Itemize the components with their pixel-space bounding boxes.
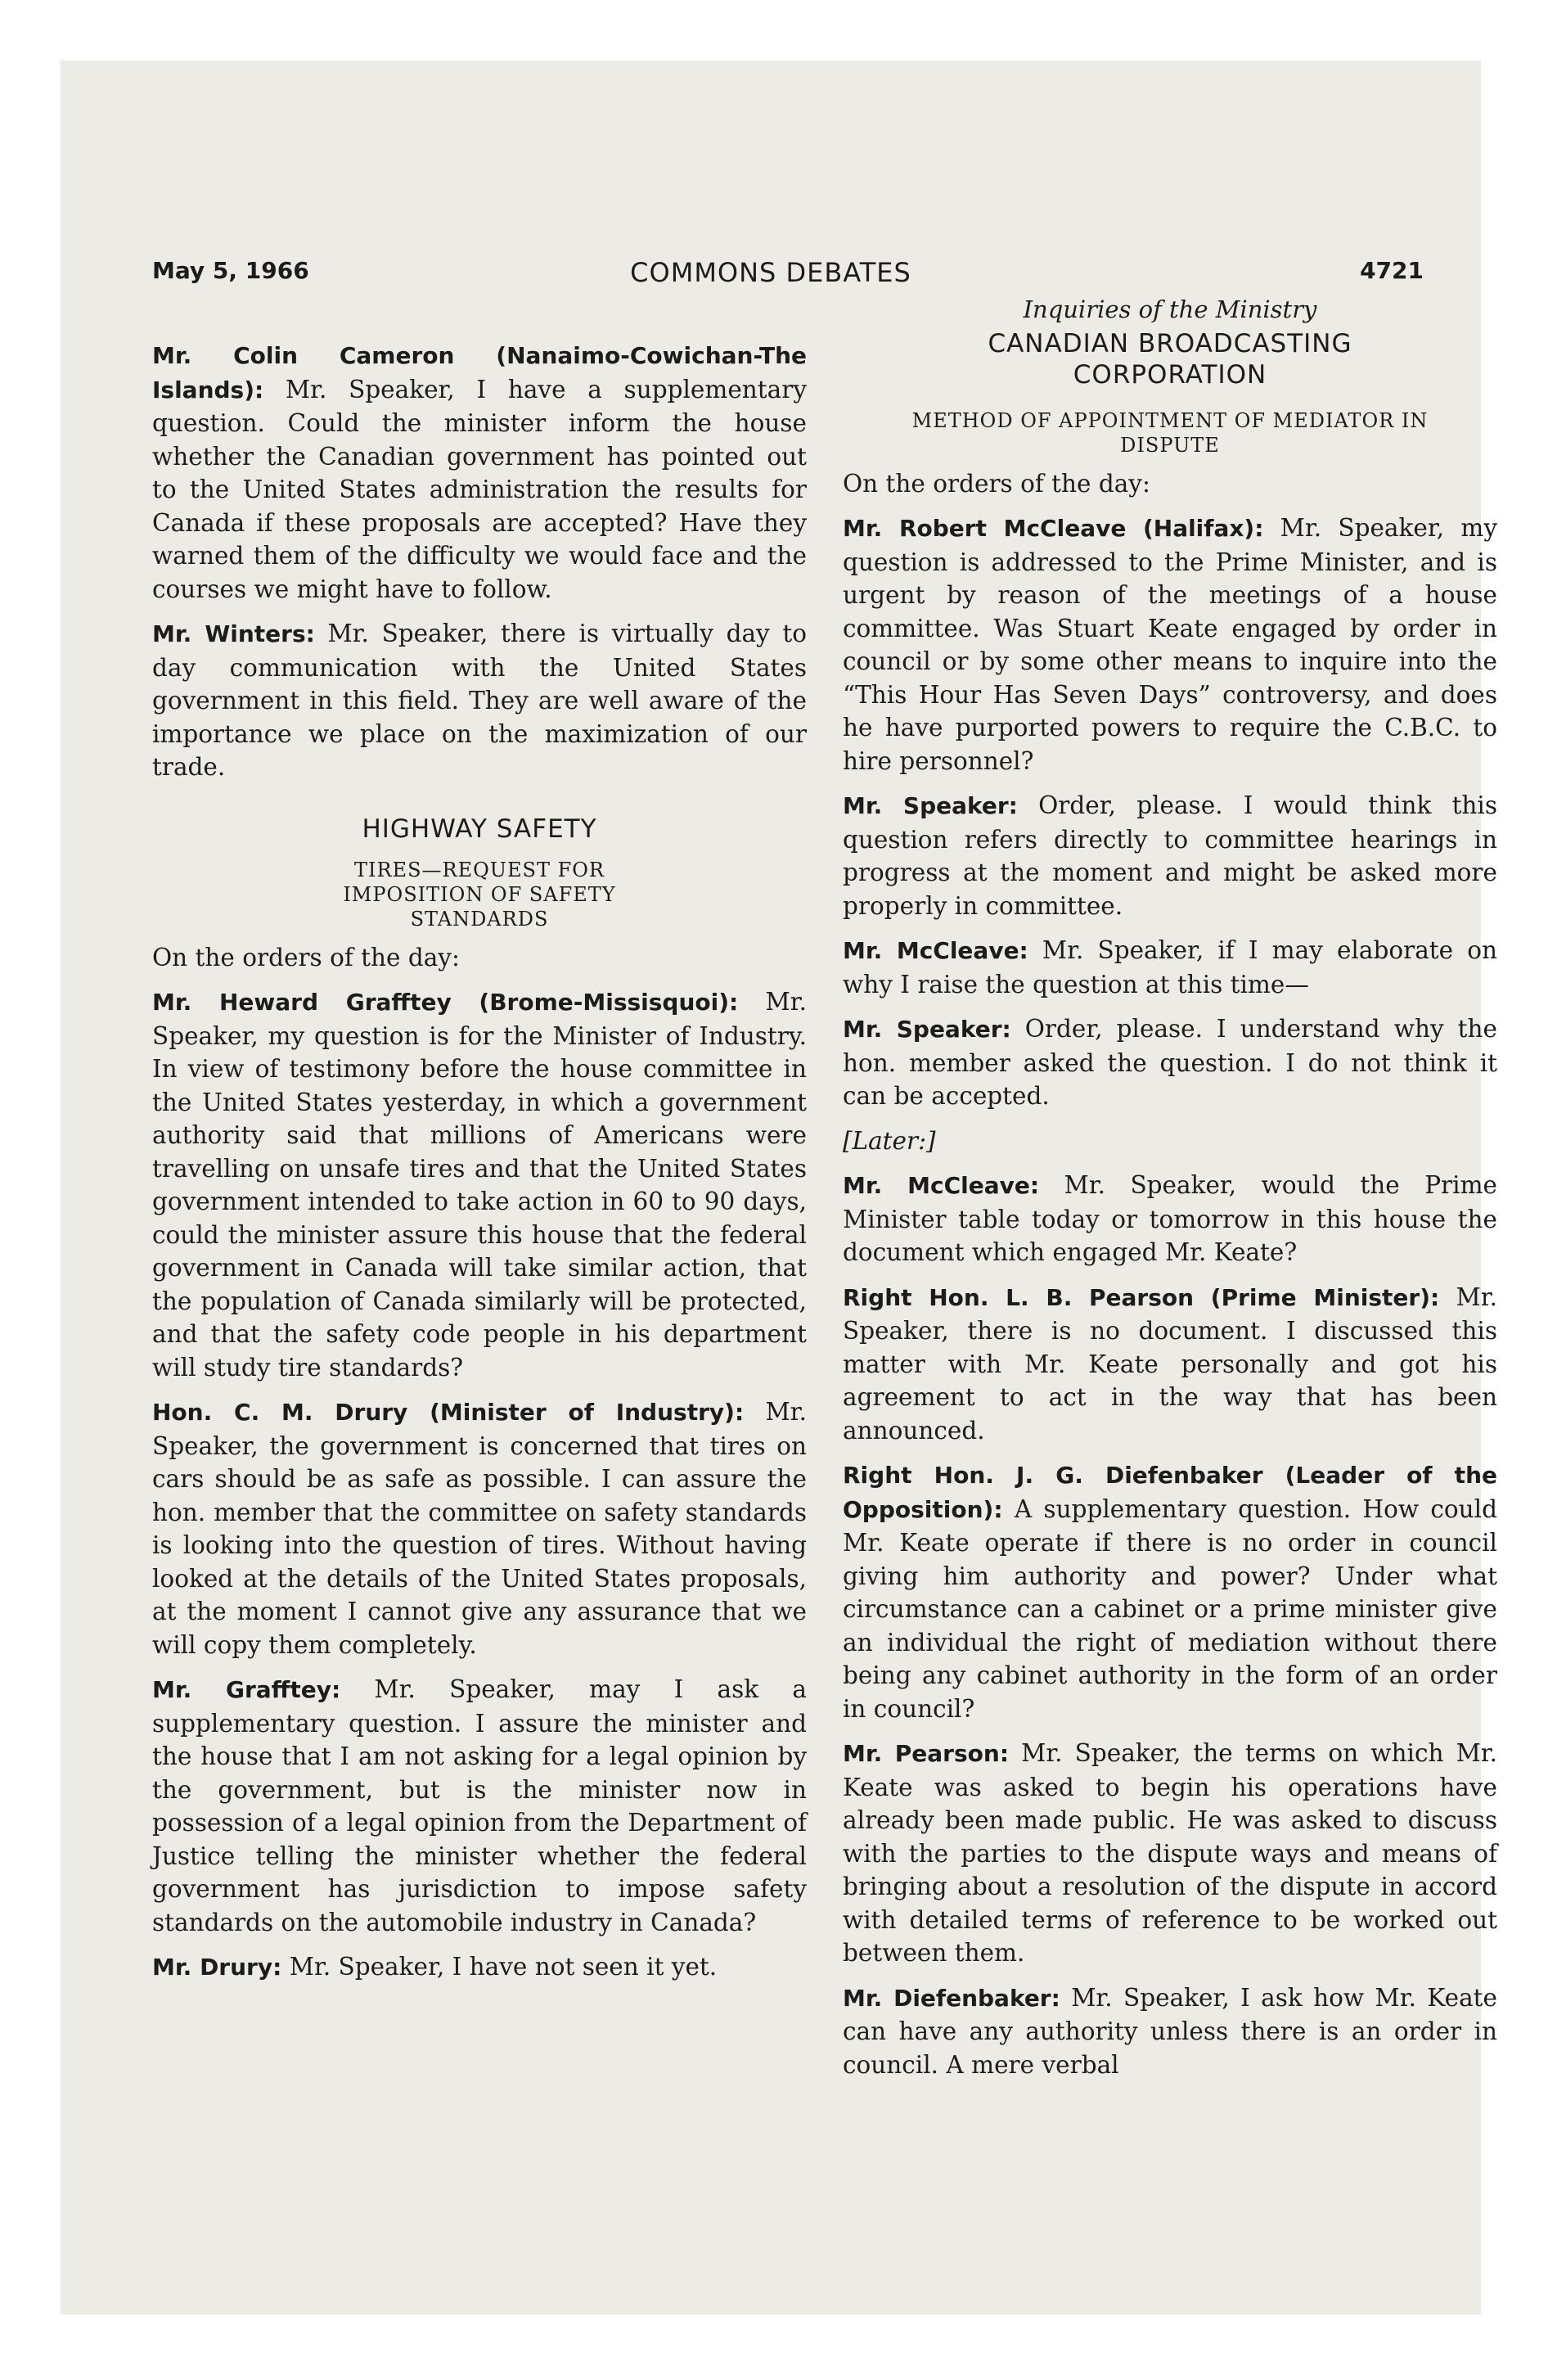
header-title: COMMONS DEBATES xyxy=(630,257,911,288)
speaker-name: Right Hon. J. G. Diefenbaker (Leader of the Opposition): xyxy=(843,1462,1497,1523)
speech-text: A supplementary question. How could Mr. Keate operate if there is no order in council giving him authority and power? Under what circumstance can a cabinet or a prime minister give an individual the right of mediation without there being any cabinet authority in the form of an order in council? xyxy=(843,1494,1497,1723)
header-page-number: 4721 xyxy=(1360,257,1424,284)
paragraph-pearson xyxy=(843,1281,1497,1448)
orders-of-the-day: On the orders of the day: xyxy=(152,943,460,971)
speech-text: Mr. Speaker, the government is concerned that tires on cars should be as safe as possible. I can assure the hon. member that the committee on safety standards is looking into the question of tires. Without having looked at the details of the United States proposals, at the moment I cannot give any assurance that we will copy them completely. xyxy=(152,1398,807,1659)
paragraph-speaker xyxy=(843,789,1497,922)
speaker-name: Mr. Winters: xyxy=(152,620,315,647)
speaker-name: Mr. Heward Grafftey (Brome-Missisquoi): xyxy=(152,989,739,1016)
section-heading-cbc: CANADIAN BROADCASTING CORPORATION xyxy=(988,328,1352,390)
speech-text: Mr. Speaker, my question is addressed to the Prime Minister, and is urgent by reason of the meetings of a house committee. Was Stuart Keate engaged by order in council or by some other means to inquire into the “This Hour Has Seven Days” controversy, and does he have purported powers to require the C.B.C. to hire personnel? xyxy=(843,514,1497,775)
speaker-name: Mr. Speaker: xyxy=(843,792,1018,819)
paragraph-drury-reply xyxy=(152,1950,807,1985)
speaker-name: Mr. Pearson: xyxy=(843,1740,1010,1767)
speech-text: Mr. Speaker, there is virtually day to day communication with the United States government in this field. They are well aware of the importance we place on the maximization of our trade. xyxy=(152,620,807,781)
speaker-name: Hon. C. M. Drury (Minister of Industry): xyxy=(152,1399,745,1426)
section-heading-highway-safety: HIGHWAY SAFETY xyxy=(362,814,597,844)
paragraph-speaker-ruling xyxy=(843,1012,1497,1113)
paragraph-diefenbaker xyxy=(843,1458,1497,1725)
paragraph-pearson-terms xyxy=(843,1737,1497,1970)
paragraph-diefenbaker-authority xyxy=(843,1981,1497,2082)
speech-text: Mr. Speaker, may I ask a supplementary question. I assure the minister and the house that I am not asking for a legal opinion by the government, but is the minister now in possession of a legal opinion from the Department of Justice telling the minister whether the federal government has jurisdiction to impose safety standards on the automobile industry in Canada? xyxy=(152,1675,807,1936)
paragraph-mccleave xyxy=(843,512,1497,778)
orders-of-the-day: On the orders of the day: xyxy=(843,469,1150,498)
header-date: May 5, 1966 xyxy=(152,257,309,284)
speech-text: Mr. Speaker, there is no document. I discussed this matter with Mr. Keate personally and got his agreement to act in the way that has been announced. xyxy=(843,1282,1497,1445)
speech-text: Mr. Speaker, I have not seen it yet. xyxy=(281,1953,718,1981)
speech-text: Mr. Speaker, would the Prime Minister table today or tomorrow in this house the document which engaged Mr. Keate? xyxy=(843,1171,1498,1266)
later-marker: [Later:] xyxy=(843,1126,936,1155)
speech-text: Mr. Speaker, if I may elaborate on why I raise the question at this time— xyxy=(843,936,1497,998)
speech-text: Mr. Speaker, the terms on which Mr. Keate was asked to begin his operations have already been made public. He was asked to discuss with the parties to the dispute ways and means of bringing about a resolution of the dispute in accord with detailed terms of reference to be worked out between them. xyxy=(843,1739,1498,1967)
sub-heading-tires: TIRES—REQUEST FOR IMPOSITION OF SAFETY STANDARDS xyxy=(343,858,616,931)
speaker-name: Mr. Grafftey: xyxy=(152,1676,341,1703)
speaker-name: Mr. Robert McCleave (Halifax): xyxy=(843,515,1264,542)
speech-text: Mr. Speaker, I ask how Mr. Keate can have any authority unless there is an order in council. A mere verbal xyxy=(843,1983,1497,2079)
speaker-name: Right Hon. L. B. Pearson (Prime Minister): xyxy=(843,1283,1440,1311)
speaker-name: Mr. Diefenbaker: xyxy=(843,1984,1060,2012)
left-column xyxy=(152,288,807,1996)
paragraph-grafftey xyxy=(152,985,807,1384)
paragraph-mccleave-elaborate xyxy=(843,934,1497,1001)
running-head: Inquiries of the Ministry xyxy=(1023,295,1317,323)
speaker-name: Mr. Drury: xyxy=(152,1954,282,1981)
speaker-name: Mr. McCleave: xyxy=(843,937,1028,964)
paragraph-mccleave-table xyxy=(843,1169,1497,1269)
speaker-name: Mr. Speaker: xyxy=(843,1016,1011,1043)
paragraph-drury xyxy=(152,1395,807,1661)
speech-text: Mr. Speaker, I have a supplementary question. Could the minister inform the house whether the Canadian government has pointed out to the United States administration the results for Canada if these proposals are accepted? Have they warned them of the difficulty we would face and the courses we might have to follow. xyxy=(152,375,807,603)
paragraph-grafftey-supplementary xyxy=(152,1673,807,1939)
paragraph-winters xyxy=(152,617,807,784)
speaker-name: Mr. McCleave: xyxy=(843,1172,1040,1199)
speech-text: Order, please. I understand why the hon. member asked the question. I do not think it can be accepted. xyxy=(843,1015,1497,1110)
speaker-name: Mr. Colin Cameron (Nanaimo-Cowichan-The Islands): xyxy=(152,342,807,403)
speech-text: Order, please. I would think this question refers directly to committee hearings in progress at the moment and might be asked more properly in committee. xyxy=(843,791,1497,920)
right-column xyxy=(843,288,1497,2093)
page-sheet xyxy=(61,61,1498,2315)
speech-text: Mr. Speaker, my question is for the Minister of Industry. In view of testimony before the house committee in the United States yesterday, in which a government authority said that millions of Americans were travelling on unsafe tires and that the United States government intended to take action in 60 to 90 days, could the minister assure this house that the federal government in Canada will take similar action, that the population of Canada similarly will be protected, and that the safety code people in his department will study tire standards? xyxy=(152,988,807,1382)
paragraph-cameron xyxy=(152,339,807,606)
sub-heading-mediator: METHOD OF APPOINTMENT OF MEDIATOR IN DISPUTE xyxy=(911,408,1429,457)
